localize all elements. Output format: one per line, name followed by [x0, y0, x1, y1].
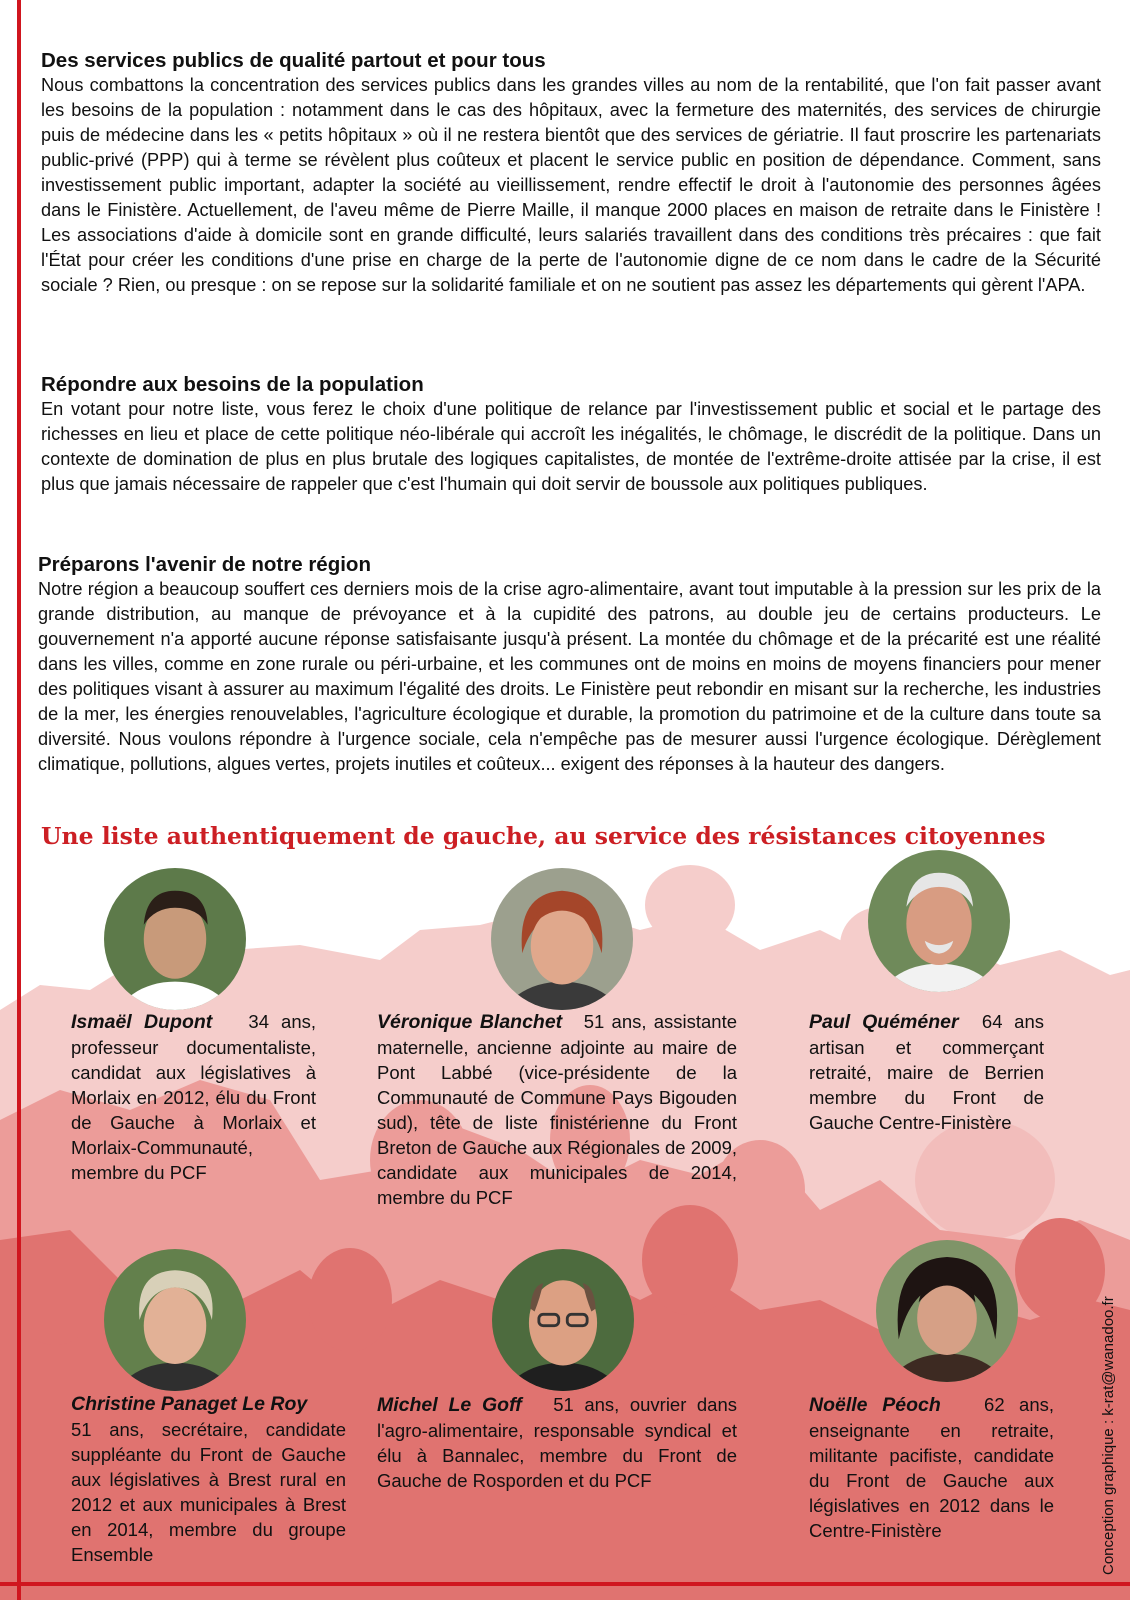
avatar-ismael-dupont	[104, 868, 246, 1010]
portrait-icon	[491, 868, 633, 1010]
portrait-icon	[876, 1240, 1018, 1382]
candidate-card-michel-le-goff	[377, 1392, 737, 1493]
list-headline: Une liste authentiquement de gauche, au service des résistances citoyennes	[41, 822, 1046, 850]
candidate-card-ismael-dupont	[71, 1009, 316, 1185]
section-body: En votant pour notre liste, vous ferez le choix d'une politique de relance par l'investissement public et social et le partage des richesses en lieu et place de cette politique néo-libérale qui accroît les inégalités, le chômage, le discrédit de la politique. Dans un contexte de domination de plus en plus brutale des logiques capitalistes, de montée de l'extrême-droite attisée par la crise, il est plus que jamais nécessaire de rappeler que c'est l'humain qui doit servir de boussole aux politiques publiques.	[41, 399, 1101, 494]
candidate-name: Noëlle Péoch	[809, 1394, 941, 1416]
section-body: Nous combattons la concentration des services publics dans les grandes villes au nom de la rentabilité, que l'on fait passer avant les besoins de la population : notamment dans le cas des hôpitaux, avec la fermeture des maternités, des services de chirurgie puis de médecine dans les « petits hôpitaux » où il ne restera bientôt que des services de gériatrie. Il faut proscrire les partenariats public-privé (PPP) qui à terme se révèlent plus coûteux et placent le service public en position de dépendance. Comment, sans investissement public important, adapter la société au vieillissement, rendre effectif le droit à l'autonomie des personnes âgées dans le Finistère. Actuellement, de l'aveu même de Pierre Maille, il manque 2000 places en maison de retraite dans le Finistère ! Les associations d'aide à domicile sont en grande difficulté, leurs salariés travaillent dans des conditions très précaires : que fait l'État pour créer les conditions d'une prise en charge de la perte de l'autonomie digne de ce nom dans le cadre de la Sécurité sociale ? Rien, ou presque : on se repose sur la solidarité familiale et on ne soutient pas assez les départements qui gèrent l'APA.	[41, 75, 1101, 295]
portrait-icon	[104, 1249, 246, 1391]
candidate-bio: 62 ans, enseignante en retraite, militante pacifiste, candidate du Front de Gauche aux législatives en 2012 dans le Centre-Finistère	[809, 1394, 1055, 1541]
avatar-paul-quemener	[868, 850, 1010, 992]
candidate-card-christine-panaget-le-roy	[71, 1392, 346, 1567]
candidate-name: Ismaël Dupont	[71, 1011, 213, 1033]
section-region-future	[38, 552, 1101, 777]
candidate-card-paul-quemener	[809, 1009, 1044, 1135]
section-body: Notre région a beaucoup souffert ces derniers mois de la crise agro-alimentaire, avant tout imputable à la pression sur les prix de la grande distribution, au manque de prévoyance et à la cupidité des patrons, au double jeu de certains producteurs. Le gouvernement n'a apporté aucune réponse satisfaisante jusqu'à présent. La montée du chômage et de la précarité est une réalité dans les villes, comme en zone rurale ou péri-urbaine, et les communes ont de moins en moins de moyens financiers pour mener des politiques visant à assurer au maximum l'égalité des droits. Le Finistère peut rebondir en misant sur la recherche, les industries de la mer, les énergies renouvelables, l'agriculture écologique et durable, la promotion du patrimoine et de la culture dans toute sa diversité. Nous voulons répondre à l'urgence sociale, cela n'empêche pas de mesurer aussi l'urgence écologique. Dérèglement climatique, pollutions, algues vertes, projets inutiles et coûteux... exigent des réponses à la hauteur des dangers.	[38, 579, 1101, 774]
candidate-card-noelle-peoch	[809, 1392, 1054, 1543]
section-title: Des services publics de qualité partout et pour tous	[41, 49, 546, 72]
candidate-name: Paul Quéméner	[809, 1011, 959, 1033]
bottom-red-rule	[0, 1582, 1130, 1586]
avatar-christine-panaget-le-roy	[104, 1249, 246, 1391]
section-title: Répondre aux besoins de la population	[41, 373, 424, 396]
portrait-icon	[104, 868, 246, 1010]
section-title: Préparons l'avenir de notre région	[38, 553, 371, 576]
avatar-veronique-blanchet	[491, 868, 633, 1010]
candidate-bio: 34 ans, professeur documentaliste, candidat aux législatives à Morlaix en 2012, élu du Front de Gauche à Morlaix et Morlaix-Communauté, membre du PCF	[71, 1011, 316, 1183]
section-population-needs	[41, 372, 1101, 497]
design-credit: Conception graphique : k-rat@wanadoo.fr	[1100, 1296, 1117, 1575]
section-public-services	[41, 48, 1101, 298]
portrait-icon	[492, 1249, 634, 1391]
avatar-michel-le-goff	[492, 1249, 634, 1391]
candidate-name: Christine Panaget Le Roy	[71, 1393, 308, 1415]
candidate-name: Véronique Blanchet	[377, 1011, 563, 1033]
left-red-rule	[17, 0, 21, 1600]
candidate-bio: 64 ans artisan et commerçant retraité, maire de Berrien membre du Front de Gauche Centre-Finistère	[809, 1011, 1044, 1133]
avatar-noelle-peoch	[876, 1240, 1018, 1382]
candidate-bio: 51 ans, assistante maternelle, ancienne adjointe au maire de Pont Labbé (vice-présidente de la Communauté de Commune Pays Bigouden sud), tête de liste finistérienne du Front Breton de Gauche aux Régionales de 2009, candidate aux municipales de 2014, membre du PCF	[377, 1011, 737, 1208]
candidate-card-veronique-blanchet	[377, 1009, 737, 1210]
candidate-bio: 51 ans, ouvrier dans l'agro-alimentaire, responsable syndical et élu à Bannalec, membre du Front de Gauche de Rosporden et du PCF	[377, 1394, 737, 1491]
portrait-icon	[868, 850, 1010, 992]
candidate-bio: 51 ans, secrétaire, candidate suppléante du Front de Gauche aux législatives à Brest rural en 2012 et aux municipales à Brest en 2014, membre du groupe Ensemble	[71, 1419, 346, 1565]
candidate-name: Michel Le Goff	[377, 1394, 522, 1416]
